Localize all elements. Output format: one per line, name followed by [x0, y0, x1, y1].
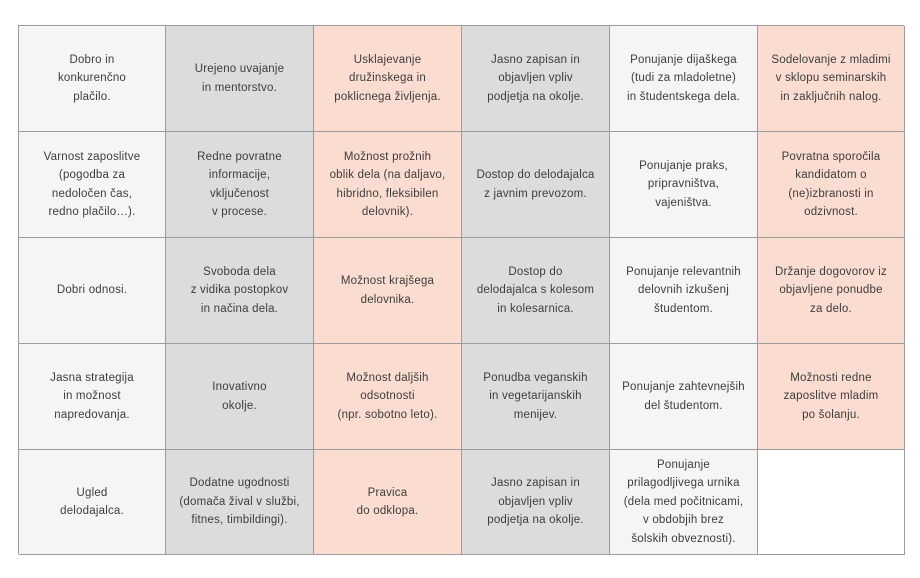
cell-text: Varnost zaposlitve (pogodba za nedoločen čas, redno plačilo…).: [43, 150, 141, 218]
cell-text: Dobri odnosi.: [56, 284, 128, 297]
cell-text: Usklajevanje družinskega in poklicnega življenja.: [334, 53, 441, 103]
grid-cell: [758, 132, 905, 238]
grid-cell: [610, 344, 758, 450]
grid-cell: [462, 26, 610, 132]
grid-cell: [610, 238, 758, 344]
grid-cell: [19, 238, 166, 344]
cell-text: Ponujanje dijaškega (tudi za mladoletne) in študentskega dela.: [627, 53, 740, 103]
cell-text: Ponujanje praks, pripravništva, vajeništva.: [639, 159, 728, 209]
grid-cell: [314, 26, 462, 132]
grid-cell: [19, 132, 166, 238]
grid-cell: [166, 26, 314, 132]
cell-text: Ponujanje prilagodljivega urnika (dela med počitnicami, v obdobjih brez šolskih obveznosti).: [623, 458, 744, 545]
grid-cell: [610, 26, 758, 132]
grid-cell: [462, 450, 610, 555]
cell-text: Ugled delodajalca.: [60, 486, 124, 517]
grid-cell: [314, 450, 462, 555]
grid-cell: [314, 132, 462, 238]
grid-cell: [314, 344, 462, 450]
grid-cell: [758, 26, 905, 132]
grid-cell: [758, 450, 905, 555]
cell-text: Držanje dogovorov iz objavljene ponudbe za delo.: [774, 265, 888, 315]
cell-text: Sodelovanje z mladimi v sklopu seminarskih in zaključnih nalog.: [771, 53, 891, 103]
grid-cell: [610, 132, 758, 238]
cell-text: Redne povratne informacije, vključenost v procese.: [197, 150, 282, 218]
grid-cell: [166, 238, 314, 344]
cell-text: Dobro in konkurenčno plačilo.: [57, 53, 127, 103]
grid-cell: [166, 344, 314, 450]
cell-text: Pravica do odklopa.: [356, 486, 419, 517]
cell-text: Inovativno okolje.: [212, 381, 267, 412]
cell-text: Možnost daljših odsotnosti (npr. sobotno leto).: [337, 371, 438, 421]
grid-cell: [19, 344, 166, 450]
grid-cell: [19, 450, 166, 555]
grid-cell: [314, 238, 462, 344]
grid-cell: [462, 132, 610, 238]
grid-cell: [758, 238, 905, 344]
cell-text: Ponujanje relevantnih delovnih izkušenj študentom.: [626, 265, 741, 315]
grid-cell: [462, 344, 610, 450]
cell-text: Dostop do delodajalca s kolesom in kolesarnica.: [476, 265, 595, 315]
grid-cell: [610, 450, 758, 555]
grid-cell: [462, 238, 610, 344]
cell-text: Ponujanje zahtevnejših del študentom.: [622, 381, 745, 412]
cell-text: Dostop do delodajalca z javnim prevozom.: [476, 169, 595, 200]
factors-grid: [18, 25, 904, 554]
grid-cell: [166, 132, 314, 238]
cell-text: Ponudba veganskih in vegetarijanskih menijev.: [483, 371, 588, 421]
grid-cell: [758, 344, 905, 450]
cell-text: Svoboda dela z vidika postopkov in načina dela.: [190, 265, 289, 315]
cell-text: Možnost krajšega delovnika.: [340, 275, 435, 306]
cell-text: Možnost prožnih oblik dela (na daljavo, hibridno, fleksibilen delovnik).: [329, 150, 446, 218]
cell-text: Urejeno uvajanje in mentorstvo.: [194, 63, 285, 94]
cell-text: Jasno zapisan in objavljen vpliv podjetja na okolje.: [487, 53, 584, 103]
cell-text: Jasno zapisan in objavljen vpliv podjetja na okolje.: [487, 477, 584, 527]
cell-text: Jasna strategija in možnost napredovanja.: [50, 371, 134, 421]
cell-text: Dodatne ugodnosti (domača žival v službi, fitnes, timbildingi).: [179, 477, 300, 527]
grid-cell: [166, 450, 314, 555]
cell-text: Možnosti redne zaposlitve mladim po šolanju.: [783, 371, 879, 421]
grid-cell: [19, 26, 166, 132]
cell-text: Povratna sporočila kandidatom o (ne)izbranosti in odzivnost.: [781, 150, 881, 218]
